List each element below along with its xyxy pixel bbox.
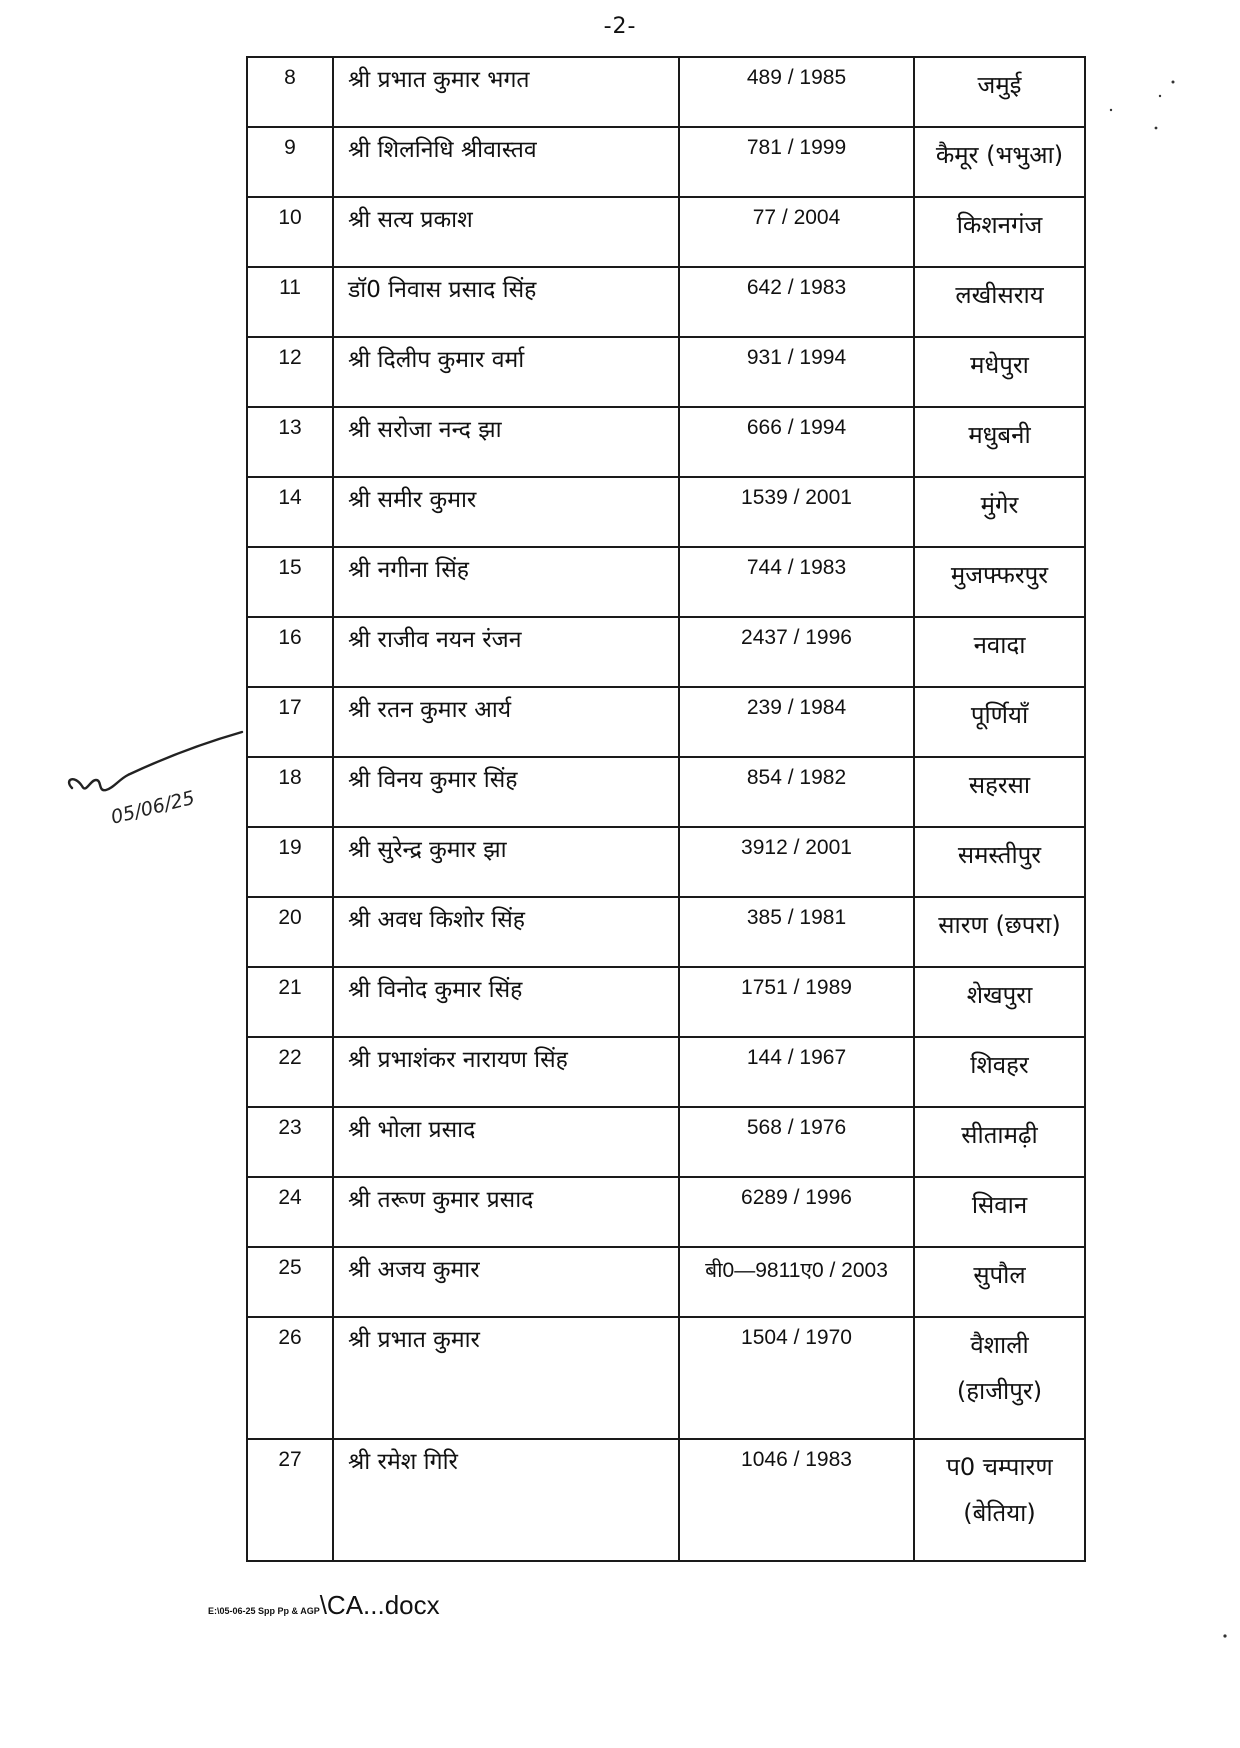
district-name (914, 1317, 1085, 1439)
enrollment-number-text: 2437 / 1996 (741, 626, 852, 649)
serial-number-text: 19 (278, 836, 302, 859)
serial-number (247, 267, 333, 337)
district-name (914, 197, 1085, 267)
serial-number-text: 15 (278, 556, 302, 579)
table-row (247, 1177, 1085, 1247)
officer-name (333, 687, 679, 757)
district-name (914, 407, 1085, 477)
district-name (914, 897, 1085, 967)
enrollment-number-text: 666 / 1994 (746, 416, 847, 439)
serial-number (247, 547, 333, 617)
table-row (247, 477, 1085, 547)
serial-number-text: 14 (278, 486, 302, 509)
officer-name-text: श्री शिलनिधि श्रीवास्तव (348, 137, 537, 163)
serial-number-text: 20 (278, 906, 302, 929)
district-name (914, 757, 1085, 827)
table-row (247, 897, 1085, 967)
officer-name-text: श्री सत्य प्रकाश (348, 207, 473, 233)
district-name (914, 127, 1085, 197)
serial-number (247, 617, 333, 687)
serial-number (247, 1317, 333, 1439)
officer-name (333, 477, 679, 547)
district-name (914, 337, 1085, 407)
table-row (247, 407, 1085, 477)
enrollment-number-text: 781 / 1999 (746, 136, 847, 159)
officer-name-text: श्री नगीना सिंह (348, 557, 469, 583)
district-name-text: सीतामढ़ी (961, 1121, 1038, 1149)
officer-name-text: श्री प्रभाशंकर नारायण सिंह (348, 1047, 568, 1073)
enrollment-number (679, 1317, 914, 1439)
page-number: -2- (603, 14, 637, 39)
enrollment-number (679, 337, 914, 407)
officer-name-text: श्री दिलीप कुमार वर्मा (348, 347, 525, 373)
serial-number (247, 967, 333, 1037)
table-row (247, 127, 1085, 197)
serial-number-text: 9 (284, 136, 296, 159)
district-name-text: कैमूर (भभुआ) (935, 141, 1064, 169)
enrollment-number (679, 757, 914, 827)
enrollment-number (679, 1107, 914, 1177)
district-name (914, 547, 1085, 617)
district-name-text: किशनगंज (956, 211, 1043, 239)
enrollment-number (679, 267, 914, 337)
officer-name (333, 897, 679, 967)
serial-number (247, 1107, 333, 1177)
district-subname: (बेतिया) (963, 1499, 1036, 1527)
enrollment-number (679, 57, 914, 127)
enrollment-number (679, 687, 914, 757)
enrollment-number (679, 617, 914, 687)
officer-name (333, 617, 679, 687)
table-row (247, 617, 1085, 687)
officer-name (333, 1439, 679, 1561)
district-name-text: समस्तीपुर (957, 841, 1042, 869)
serial-number (247, 337, 333, 407)
officer-name-text: श्री रतन कुमार आर्य (348, 697, 512, 723)
serial-number-text: 17 (278, 696, 302, 719)
serial-number-text: 25 (278, 1256, 302, 1279)
district-name-text: शेखपुरा (966, 981, 1033, 1009)
district-name (914, 57, 1085, 127)
serial-number-text: 24 (278, 1186, 302, 1209)
officer-name-text: श्री सुरेन्द्र कुमार झा (348, 837, 507, 863)
enrollment-number-text: 854 / 1982 (746, 766, 847, 789)
document-path (208, 1590, 440, 1621)
district-name (914, 687, 1085, 757)
officer-name (333, 127, 679, 197)
enrollment-number-text: 385 / 1981 (746, 906, 847, 929)
district-subname: (हाजीपुर) (956, 1377, 1043, 1405)
serial-number (247, 1177, 333, 1247)
serial-number (247, 407, 333, 477)
serial-number (247, 197, 333, 267)
district-name (914, 967, 1085, 1037)
enrollment-number (679, 407, 914, 477)
table-row (247, 687, 1085, 757)
enrollment-number (679, 1439, 914, 1561)
district-name (914, 1177, 1085, 1247)
table-row (247, 1317, 1085, 1439)
district-name (914, 477, 1085, 547)
table-row (247, 337, 1085, 407)
document-file-name: \CA...docx (319, 1590, 440, 1620)
serial-number-text: 12 (278, 346, 302, 369)
enrollment-number (679, 127, 914, 197)
district-name (914, 267, 1085, 337)
serial-number (247, 57, 333, 127)
enrollment-number (679, 197, 914, 267)
enrollment-number-text: 1504 / 1970 (741, 1326, 852, 1349)
officer-name-text: श्री अजय कुमार (348, 1257, 480, 1283)
officer-name (333, 1037, 679, 1107)
enrollment-number-text: 3912 / 2001 (741, 836, 852, 859)
officer-name-text: श्री सरोजा नन्द झा (348, 417, 502, 443)
officer-name (333, 967, 679, 1037)
district-name (914, 827, 1085, 897)
officer-name (333, 337, 679, 407)
enrollment-number-text: बी0—9811ए0 / 2003 (705, 1259, 888, 1282)
officer-name (333, 1107, 679, 1177)
enrollment-number-text: 1046 / 1983 (741, 1448, 852, 1471)
serial-number-text: 21 (278, 976, 302, 999)
serial-number (247, 127, 333, 197)
table-row (247, 547, 1085, 617)
district-name-text: सारण (छपरा) (938, 911, 1061, 939)
serial-number-text: 27 (278, 1448, 302, 1471)
serial-number-text: 22 (278, 1046, 302, 1069)
enrollment-number-text: 568 / 1976 (746, 1116, 847, 1139)
district-name (914, 1247, 1085, 1317)
enrollment-number (679, 1247, 914, 1317)
enrollment-number-text: 489 / 1985 (746, 66, 847, 89)
table-row (247, 967, 1085, 1037)
district-name (914, 1037, 1085, 1107)
enrollment-number-text: 77 / 2004 (752, 206, 841, 229)
officer-name-text: श्री समीर कुमार (348, 487, 477, 513)
officer-name (333, 547, 679, 617)
serial-number (247, 1247, 333, 1317)
enrollment-number-text: 1539 / 2001 (741, 486, 852, 509)
district-name-text: मधुबनी (968, 421, 1031, 449)
district-name-text: जमुई (977, 71, 1022, 99)
officer-name (333, 267, 679, 337)
district-name (914, 617, 1085, 687)
officer-name (333, 1247, 679, 1317)
officer-name-text: श्री अवध किशोर सिंह (348, 907, 526, 933)
officer-name (333, 827, 679, 897)
enrollment-number (679, 827, 914, 897)
enrollment-number-text: 1751 / 1989 (741, 976, 852, 999)
officer-name-text: श्री विनोद कुमार सिंह (348, 977, 523, 1003)
enrollment-number (679, 967, 914, 1037)
officer-name-text: श्री भोला प्रसाद (348, 1117, 476, 1143)
officer-name-text: श्री तरूण कुमार प्रसाद (348, 1187, 534, 1213)
enrollment-number (679, 1177, 914, 1247)
enrollment-number-text: 744 / 1983 (746, 556, 847, 579)
district-name-text: सिवान (971, 1191, 1028, 1219)
officer-name (333, 757, 679, 827)
document-path-prefix: E:\05-06-25 Spp Pp & AGP (208, 1606, 320, 1616)
table-row (247, 1107, 1085, 1177)
serial-number-text: 13 (278, 416, 302, 439)
table-row (247, 197, 1085, 267)
officer-name-text: डॉ0 निवास प्रसाद सिंह (348, 277, 537, 303)
table-row (247, 57, 1085, 127)
serial-number (247, 477, 333, 547)
serial-number (247, 897, 333, 967)
district-name (914, 1439, 1085, 1561)
officer-name-text: श्री विनय कुमार सिंह (348, 767, 518, 793)
table-row (247, 757, 1085, 827)
officer-name (333, 407, 679, 477)
enrollment-number-text: 642 / 1983 (746, 276, 847, 299)
district-name (914, 1107, 1085, 1177)
officer-name-text: श्री राजीव नयन रंजन (348, 627, 522, 653)
table-body (247, 57, 1085, 1561)
table-row (247, 827, 1085, 897)
district-name-text: लखीसराय (955, 281, 1044, 309)
enrollment-number (679, 547, 914, 617)
district-name-text: मुंगेर (980, 491, 1019, 519)
enrollment-number-text: 144 / 1967 (746, 1046, 847, 1069)
officer-name-text: श्री प्रभात कुमार भगत (348, 67, 530, 93)
district-name-text: पूर्णियाँ (970, 701, 1029, 729)
handwritten-signature (60, 730, 260, 840)
officer-name (333, 197, 679, 267)
enrollment-number (679, 897, 914, 967)
officer-name (333, 57, 679, 127)
serial-number-text: 8 (284, 66, 296, 89)
district-name-text: मुजफ्फरपुर (950, 561, 1049, 589)
officer-name-text: श्री रमेश गिरि (348, 1449, 458, 1475)
officer-name-text: श्री प्रभात कुमार (348, 1327, 480, 1353)
district-name-text: प0 चम्पारण (946, 1453, 1053, 1481)
enrollment-number (679, 1037, 914, 1107)
table-row (247, 1037, 1085, 1107)
svg-text:05/06/25: 05/06/25 (108, 786, 197, 829)
serial-number-text: 11 (279, 276, 301, 299)
enrollment-number-text: 239 / 1984 (746, 696, 847, 719)
officer-table (246, 56, 1086, 1562)
enrollment-number-text: 6289 / 1996 (741, 1186, 852, 1209)
officer-name (333, 1317, 679, 1439)
table-row (247, 1247, 1085, 1317)
district-name-text: नवादा (973, 631, 1026, 659)
serial-number (247, 1037, 333, 1107)
table-row (247, 1439, 1085, 1561)
serial-number-text: 23 (278, 1116, 302, 1139)
serial-number (247, 1439, 333, 1561)
enrollment-number-text: 931 / 1994 (746, 346, 847, 369)
officer-name (333, 1177, 679, 1247)
serial-number-text: 18 (278, 766, 302, 789)
district-name-text: मधेपुरा (970, 351, 1029, 379)
serial-number-text: 16 (278, 626, 302, 649)
table-row (247, 267, 1085, 337)
district-name-text: सहरसा (968, 771, 1031, 799)
district-name-text: सुपौल (973, 1261, 1026, 1289)
serial-number-text: 10 (278, 206, 302, 229)
district-name-text: शिवहर (970, 1051, 1029, 1079)
serial-number-text: 26 (278, 1326, 302, 1349)
district-name-text: वैशाली (970, 1331, 1029, 1359)
enrollment-number (679, 477, 914, 547)
